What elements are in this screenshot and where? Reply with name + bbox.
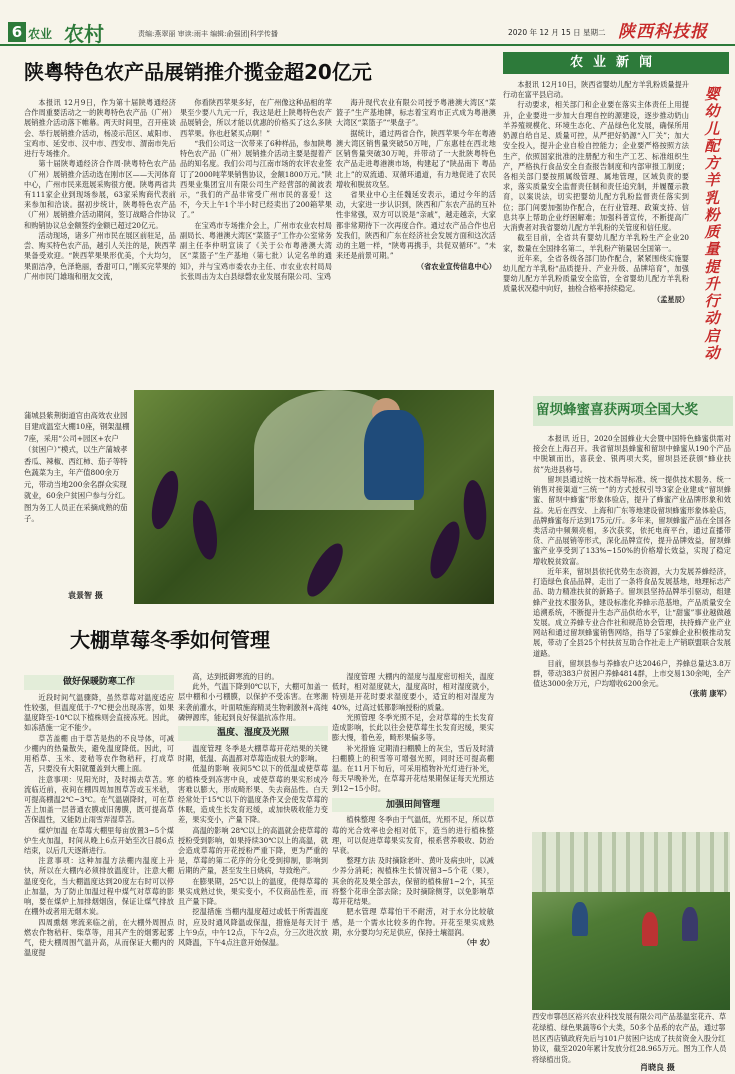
headline-char: 方 [704,154,720,172]
eggplant [300,539,349,602]
subheading: 加强田间管理 [332,798,494,813]
paragraph: 本报讯 近日，2020全国蜂业大会暨中国特色蜂蜜供需对接会在上海召开。我省留坝县蜂蜜和留坝中蜂蜜从190个产品中脱颖而出，喜获金、银两项大奖，留坝县还获颁“蜂业扶贫”先进县称号。 [533,434,731,474]
headline-char: 质 [704,223,720,241]
headline-char: 启 [704,326,720,345]
worker-figure [572,902,588,936]
eggplant [461,479,488,541]
byline: （张萌 康军） [685,689,731,699]
paragraph: 近年来，全省各级各部门协作配合，紧紧围绕实施婴幼儿配方羊乳粉“品质提升、产业升级、品牌培育”，加强婴幼儿配方羊乳粉质量安全监管，全省婴幼儿配方羊乳粉质量状况稳中向好，抽检合格率持续稳定。 [503,253,689,294]
article1-column-3 [336,98,496,388]
section-label-big: 农村 [64,22,104,46]
headline-char: 儿 [704,119,720,138]
paragraph: 光照管理 冬季光照不足，会对草莓的生长发育造成影响，长此以往会使草莓生长发育迟缓，果实膨大慢，着色差，畸形果偏多等。 [332,712,494,743]
paragraph: 本报讯 12月10日，陕西省婴幼儿配方羊乳粉质量提升行动在富平县启动。 [503,80,689,100]
eggplant [424,518,465,582]
byline: （中 农） [462,938,494,948]
photo2-credit: 肖晓良 摄 [640,1062,675,1072]
paragraph: 挖温措施 当棚内温度超过或低于所需温度时，应及时通风降温或保温，措施是每天讨于上午9点，中午12点，下午2点，分三次进次放风降温，下午4点注意开始保温。 [178,907,328,948]
eggplant [147,468,184,532]
news-story-2 [533,434,731,830]
worker-figure [682,907,698,941]
article2-headline: 大棚草莓冬季如何管理 [70,628,270,652]
paragraph: 整理方法 及时摘除老叶、黄叶及病虫叶，以减少养分消耗；视植株生长情况留3~5个花（果），其余的花及果全部去，保留的植株留1~2个，其至将整个花串全部去除；及时摘除侧芽，以免影响草莓开花结果。 [332,856,494,907]
paragraph: 海升现代农业有限公司授予粤港澳大湾区“菜篮子”生产基地牌，标志着宝鸡市正式成为粤港澳大湾区“菜篮子”“果盘子”。 [336,98,496,128]
headline-char: 羊 [704,171,720,190]
editor-credits: 责编:燕翠丽 审读:雨丰 编辑:俞强团|科学传播 [138,30,278,38]
headline-char: 动 [704,343,720,362]
news-story-1 [503,80,689,390]
paragraph: 高，达到抵御寒流的目的。 [192,672,279,681]
article2-column-1 [24,672,174,1070]
article2-column-2 [178,672,328,1070]
photo1-caption: 蒲城县紫荆街道官由高效农业园目建成温室大棚10座，钢架温棚7座，采用“公司+园区+农户（贫困户）”模式，以生产蒲城孝香瓜、辣椒、西红柿、茄子等特色蔬菜为主，年产值800余万元，带动当地200余名群众实现就业，60余户贫困户参与分红。图为务工人员正在采摘成熟的茄子。 [24,411,130,524]
byline: （孟星辰） [653,294,689,304]
article1-headline: 陕粤特色农产品展销推介揽金超20亿元 [24,60,372,84]
paragraph: 高温的影响 28℃以上的高温就会使草莓的授粉受到影响，如果持续30℃以上的高温，就会造成草莓的开花授粉严重下降，更为严重的是，草莓的第二花序的分化受到抑制，影响到后期的产量，甚至发生日烧病，导致绝产。 [178,825,328,876]
newspaper-masthead: 陕西科技报 [618,22,708,42]
headline-char: 粉 [704,205,720,224]
paragraph: 据统计，通过两省合作，陕西苹果今年在粤港澳大湾区销售量突破50万吨，广东惠桂在西北地区销售量突破30万吨，并带动了一大批陕粤特色农产品走进粤港澳市场，构建起了“陕品南下 粤品北上”的双流通、双循环通道，有力地促进了农民增收和脱贫攻坚。 [336,128,496,189]
eggplant [189,499,221,562]
paragraph: 截至目前，全省共有婴幼儿配方羊乳粉生产企业20家，数量在全国排名第二，羊乳粉产销量居全国第一。 [503,233,689,253]
paragraph: 活动现场，诸多广州市民在展区前驻足，品尝、购买特色农产品，越引人关注的是，陕西苹果备受欢迎。“陕西苹果果形优美，个大均匀，果面洁净，色泽艳丽，香甜可口，”刚买完苹果的广州市民门雄瑞和朋友交流， [24,230,176,281]
paragraph: 注意事项：见阳光时，及时揭去草苫。寒流临近前，夜间在棚四周加围草苫或玉米秸，可提高棚温2℃~3℃。在气温剧降时，可在草苫上加盖一层普通农膜或旧薄膜，既可提高草苫保温性，又能防止雨雪弄湿草苫。 [24,774,174,825]
paragraph: 省果业中心主任魏延安表示，通过今年的活动，大家进一步认识到，陕西和广东农产品的互补性非常强，双方可以说是“亲戚”，越走越亲，大家都非常期待下一次再度合作。通过农产品合作也启发我们，陕西和广东在经济社会发展方面和这次活动的主题一样，“陕粤再携手，共促双循环”。“未来还是前景可期。” [336,189,496,261]
paragraph: 煤炉加温 在草莓大棚里每亩放置3~5个煤炉生火加温，时间从晚上6点开始至次日晨6点结束，以后几天逐渐进行。 [24,825,174,856]
paragraph: 植株整理 冬季由于气温低，光照不足，所以草莓的光合效率也会相对低下，造当的进行植株整理，可以促进草莓果实发育，根系营养吸收、防治早衰。 [332,815,494,856]
headline-char: 提 [704,257,720,276]
issue-date: 2020 年 12 月 15 日 星期二 [508,28,606,37]
paragraph: “我们公司这一次带来了6种样品，参加陕粤特色农产品（广州）展销推介活动主要是提着产品的知名度。我们公司与江南市场的农评农业签订了2000吨苹果销售协议，金额1800万元。”陕西果业集团宜川有限公司生产经营部的蔺波表示，“我们的产品非常受广州市民的喜爱！这不，今天上午1个半小时已经卖出了200箱苹果了。” [180,138,332,220]
photo2-caption: 西安市鄠邑区裕兴农业科技发展有限公司产品基温室花卉、草花绿植、绿色果蔬等6个大类，50多个品系的农产品，通过鄠邑区西店镇政府先后与101户贫困户达成了扶贫资金入股分红协议，截至2020年累计发放分红28.965万元。图为工作人员将绿植出货。 [532,1012,727,1065]
worker-figure [364,410,424,500]
section-label-small: 农业 [28,27,53,41]
paragraph: 此外，气温下降到0℃以下，大棚可加盖一层中棚和小弓棚膜，以保护不受冻害。在寒潮来袭前灌水，叶面喷施海精灵生物刺激剂+高纯磷钾源库，能起到良好保温抗冻作用。 [178,682,328,722]
subheading: 做好保暖防寒工作 [24,675,174,690]
news-section-bar: 农业新闻 [503,52,729,74]
article2-column-3 [332,672,494,1070]
paragraph: 近年来，留坝县依托优势生态资源，大力发展养蜂经济，打造绿色食品品牌，走出了一条将食品发展基地，地理标志产品、助力精准扶贫的新路子。留坝县坚持品牌举引驱动，组建蜂产业技术服务队，建设标准化养蜂示范基地，产品质量安全追溯系统，不断提升生态产品供给水平，让“甜蜜”事业越做越发展。成立养蜂专业合作社和规范协会管理，扶持蜂产业产业网站和通过留坝蜂蜜销售网络，指导了5家蜂企业积极推动发展，带动了全县25个村扶贫互助合作社走上产销联盟联合发展道路。 [533,566,731,658]
paragraph: 湿度管理 大棚内的湿度与温度密切相关，温度低时，相对湿度就大，温度高时，相对湿度就小，特别是开花时要求湿度要小，适宜的相对湿度为40%，过高过低都影响授粉的质量。 [332,672,494,712]
headline-char: 量 [704,240,720,259]
news-headline-2: 留坝蜂蜜喜获两项全国大奖 [536,402,698,418]
paragraph: 本报讯 12月9日，作为第十届陕粤通经济合作周重要活动之一的陕粤特色农产品（广州）展销推介活动落下帷幕。两天时间里，召开座谈会、举行展销推介活动，杨凌示范区、咸阳市、宝鸡市、延安市、汉中市、西安市、渭南市先后进行专场推介。 [24,98,176,159]
headline-char: 行 [704,292,720,310]
headline-char: 动 [704,309,720,328]
paragraph: 肥水管理 草莓怕干不耐涝，对于水分比较敏感，是一个需水比较多的作物。开花至果实成熟期，水分要均匀充足供应，保持土壤湿润。 [332,907,494,937]
headline-char: 升 [704,274,720,293]
paragraph: 在宝鸡市专场推介会上，广州市农业农村局副局长、粤港澳大湾区“菜篮子”工作办公室常务副主任李仲明宣读了《关于公布粤港澳大湾区“菜篮子”生产基地（第七批）认定名单的通知》，并与宝鸡市委农办主任、市农业农村局局长张周击为太白县绿磬农业发展有限公司、宝鸡 [180,220,332,281]
paragraph: 四周熏烟 寒流来临之前，在大棚外周围点燃农作物秸秆、柴草等，用其产生的烟雾起雾气，使大棚周围气温升高，从而保证大棚内的温度提 [24,917,174,958]
byline: （省农业宣传信息中心） [416,261,496,271]
subheading: 温度、湿度及光照 [178,726,328,741]
headline-char: 配 [704,136,720,155]
paragraph: 温度管理 冬季是大棚草莓开花结果的关键时期，低温、高温都对草莓造成很大的影响。 [178,743,328,764]
paragraph: 第十届陕粤通经济合作周·陕粤特色农产品（广州）展销推介活动选在刚市区——天河体育中心，广州市民来逛展采购很方便。陕粤两省共有111家企业到现场参展，63家采购商代表前来参加和洽谈。据初步统计，陕粤特色农产品（广州）展销推介活动期间，签订战略合作协议和购销协议总金额签约金额已超过20亿元。 [24,159,176,230]
worker-figure [642,912,658,946]
eggplant-greenhouse-photo [134,390,494,604]
photo1-credit: 袁景智 摄 [68,590,103,600]
paragraph: 你看陕西苹果多好，在广州像这种品相的苹果至少要八九元一斤，我这是赶上陕粤特色农产品展销会，所以才能以优惠的价格买了这么多陕西苹果。你也赶紧买点啊！” [180,98,332,138]
paragraph: 低温的影响 夜间5℃以下的低温或使草莓的植株受到冻害中良，或使草莓的果实形成冷害难以膨大，形成畸形果、失去商品性。白天经常处于15℃以下的温度条件叉会使发草莓的休眠，造成生长发育迟缓，或加快吸收能力变差，果实变小，产量下降。 [178,764,328,825]
article1-column-2 [180,98,332,388]
paragraph: 留坝县通过统一技术指导标准、统一提供技术服务、统一销售对接渠道“三统一”的方式授权引导3家企业建成“留坝蜂蜜、留坝中蜂蜜”形象体验店，提升了蜂蜜产业品牌形象和效益。先后在西安、上海和广东等地建设留坝蜂蜜形象体验店，品牌蜂蜜每斤达到175元/斤。多年来，留坝蜂蜜产品在全国各类活动中频频亮相，多次获奖，依托电商平台，通过直播带货、产品展销等形式，深化品牌宣传，提升品牌效益，留坝蜂蜜产业享受到了133%~150%的价格增长效益，实现了稳定增收脱贫致富。 [533,474,731,566]
greenhouse-roof [532,832,730,892]
article1-column-1 [24,98,176,388]
paragraph: 注意事项：这种加温方法棚内温度上升快，所以在大棚内必须排放温度计，注意大棚温度变化，当大棚温度达到20度左右时可以停止加温，为了防止加温过程中煤气对草莓的影响，要在煤炉上加排烟烟囱，保证让煤气排放在棚外或者用无烟木炭。 [24,856,174,917]
paragraph: 补光措施 定期清扫棚膜上的灰尘，雪后及时清扫棚膜上的积雪等可增强光照，同时还可提高棚温。在11月下旬后，可采用植物补光灯进行补光，每天早晚补光，在草莓开花结果期保证每天光照达到12~15小时。 [332,743,494,794]
headline-char: 婴 [704,85,720,103]
headline-char: 幼 [704,102,720,121]
paragraph: 行动要求，相关部门和企业要在落实主体责任上用提升，企业要进一步加大自理自控的源建设，逐步推动奶山羊养殖规模化、环境生态化、产品绿色化发展，确保所用奶源自给自足、质量可控，从严把好奶源“入厂关”；加大安全投入，提升企业自检自控能力；企业要严格按照方法生产，依照国家批准的注册配方和生产工艺、标准组织生产，严格执行食品安全自查报告制度和内部审报工制度；各相关部门要按照属级管理、属地管理，区域负责的要求，落实质量安全监督责任制和责任追究制，并履覆示教育，以案说法，切实把婴幼儿配方乳粉监督责任落实到位；部门间要加强协作配合，在行业管理、政策支持、信息共享上帮助企业纾困解难；加强科普宣传，不断提高广大消费者对我省婴幼儿配方羊乳粉的关管度和信任度。 [503,100,689,233]
paragraph: 草苫盖棚 由于草苫是热的不良导体，可减少棚内的热量散失，避免温度降低。因此，可用稻草、玉米、麦秸等农作物秸秆，打成草苫，只要没有大阳就覆盖到大棚上面。 [24,733,174,774]
headline-char: 乳 [704,188,720,207]
paragraph: 在膨果期，25℃以上的温度，使得草莓的果实成熟过快，果实变小，不仅商品性差，而且产量下降。 [178,876,328,907]
page-number: 6 [8,22,26,42]
flower-greenhouse-photo [532,832,730,1010]
vertical-headline [693,86,731,362]
paragraph: 目前，留坝县参与养蜂农户达2046户，养蜂总量达3.8万群，带动383户贫困户养蜂4814群，上市交易130余吨，全产值达3000余万元，户均增收6200余元。 [533,658,731,689]
paragraph: 近段时间气温骤降，虽然草莓对温度适应性较强，但温度低于-7℃便会出现冻害，如果温度降至-10℃以下植株则会直接冻死。因此，如冻措施一定不能少。 [24,692,174,733]
